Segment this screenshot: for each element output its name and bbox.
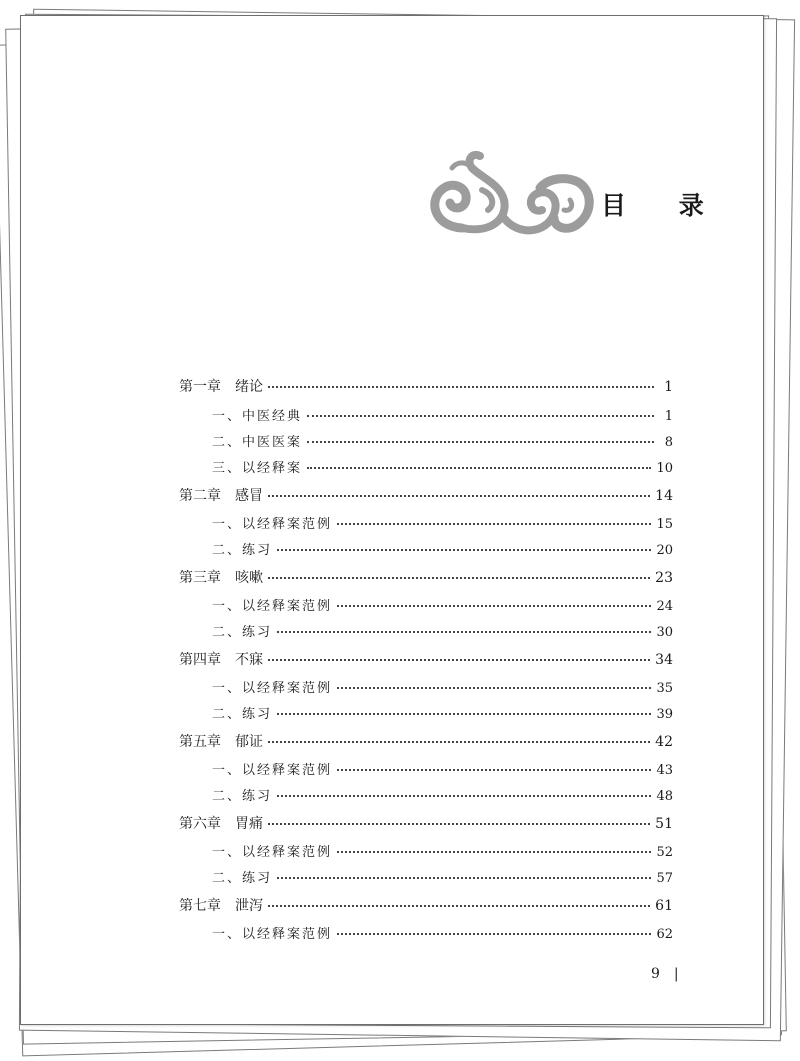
dot-leader (268, 741, 650, 743)
toc-chapter-entry[interactable] (179, 380, 673, 394)
toc-chapter-entry[interactable] (179, 735, 673, 749)
toc-page-number: 30 (656, 625, 673, 640)
dot-leader (337, 851, 651, 853)
toc-chapter-label (179, 653, 263, 667)
toc-section-label: 一、中医经典 (212, 409, 303, 424)
page-title: 目 录 (601, 191, 726, 220)
toc-section-label: 一、以经释案范例 (212, 599, 333, 614)
toc-section-entry[interactable] (179, 436, 673, 449)
toc-section-label: 二、练习 (212, 543, 273, 558)
toc-chapter-title: 胃痛 (235, 816, 263, 832)
toc-section-entry[interactable] (179, 544, 673, 557)
toc-page-number: 23 (655, 570, 673, 586)
toc-page-number: 57 (656, 871, 673, 886)
toc-section-entry[interactable] (179, 600, 673, 613)
toc-section-entry[interactable] (179, 682, 673, 695)
toc-page-number: 61 (655, 898, 673, 914)
page-number-value: 9 (651, 966, 660, 982)
dot-leader (268, 659, 650, 661)
toc-section-label: 一、以经释案范例 (212, 763, 333, 778)
toc-chapter-entry[interactable] (179, 571, 673, 585)
toc-section-entry[interactable] (179, 764, 673, 777)
dot-leader (277, 713, 651, 715)
toc-page-number: 52 (656, 845, 673, 860)
toc-section-entry[interactable] (179, 708, 673, 721)
toc-chapter-number: 第六章 (179, 816, 221, 832)
page-number-separator: | (673, 966, 679, 982)
toc-page-number: 20 (656, 543, 673, 558)
toc-section-label: 一、以经释案范例 (212, 517, 333, 532)
toc-page-number: 24 (656, 599, 673, 614)
toc-section-label: 一、以经释案范例 (212, 927, 333, 942)
dot-leader (277, 631, 651, 633)
dot-leader (337, 605, 651, 607)
toc-section-entry[interactable] (179, 626, 673, 639)
dot-leader (307, 467, 651, 469)
dot-leader (268, 823, 650, 825)
toc-chapter-number: 第二章 (179, 488, 221, 504)
toc-chapter-number: 第四章 (179, 652, 221, 668)
toc-section-label: 二、练习 (212, 871, 273, 886)
toc-page-number: 1 (664, 409, 673, 424)
toc-section-entry[interactable] (179, 410, 673, 423)
toc-chapter-label (179, 817, 263, 831)
toc-page-number: 51 (655, 816, 673, 832)
toc-page-number: 35 (656, 681, 673, 696)
toc-page-number: 1 (664, 379, 673, 395)
toc-section-label: 二、练习 (212, 625, 273, 640)
toc-chapter-label (179, 489, 263, 503)
toc-section-label: 二、中医医案 (212, 435, 303, 450)
toc-chapter-title: 泄泻 (235, 898, 263, 914)
toc-chapter-number: 第一章 (179, 379, 221, 395)
toc-chapter-title: 郁证 (235, 734, 263, 750)
toc-chapter-number: 第五章 (179, 734, 221, 750)
toc-section-entry[interactable] (179, 518, 673, 531)
toc-section-entry[interactable] (179, 846, 673, 859)
dot-leader (337, 523, 651, 525)
toc-chapter-title: 咳嗽 (235, 570, 263, 586)
dot-leader (277, 795, 651, 797)
toc-section-entry[interactable] (179, 928, 673, 941)
dot-leader (337, 933, 651, 935)
toc-section-entry[interactable] (179, 790, 673, 803)
toc-chapter-title: 不寐 (235, 652, 263, 668)
dot-leader (337, 687, 651, 689)
dot-leader (277, 877, 651, 879)
toc-page-number: 43 (656, 763, 673, 778)
page-number (651, 966, 679, 982)
toc-chapter-entry[interactable] (179, 817, 673, 831)
toc-page-number: 34 (655, 652, 673, 668)
dot-leader (268, 495, 650, 497)
toc-chapter-entry[interactable] (179, 653, 673, 667)
toc-page-number: 14 (655, 488, 673, 504)
toc-page-number: 42 (655, 734, 673, 750)
toc-page-number: 8 (664, 435, 673, 450)
dot-leader (268, 386, 654, 388)
toc-page-number: 10 (656, 461, 673, 476)
toc-section-label: 一、以经释案范例 (212, 845, 333, 860)
toc-page-number: 48 (656, 789, 673, 804)
toc-section-label: 二、练习 (212, 707, 273, 722)
dot-leader (307, 415, 654, 417)
dot-leader (268, 905, 650, 907)
toc-chapter-label (179, 380, 263, 394)
toc-chapter-entry[interactable] (179, 899, 673, 913)
toc-chapter-number: 第七章 (179, 898, 221, 914)
toc-page-number: 15 (656, 517, 673, 532)
toc-section-label: 二、练习 (212, 789, 273, 804)
auspicious-cloud-icon (422, 148, 604, 246)
dot-leader (277, 549, 651, 551)
toc-chapter-label (179, 735, 263, 749)
dot-leader (307, 441, 654, 443)
toc-section-entry[interactable] (179, 872, 673, 885)
toc-chapter-title: 感冒 (235, 488, 263, 504)
toc-chapter-number: 第三章 (179, 570, 221, 586)
toc-section-entry[interactable] (179, 462, 673, 475)
dot-leader (268, 577, 650, 579)
toc-section-label: 三、以经释案 (212, 461, 303, 476)
toc-page-number: 62 (656, 927, 673, 942)
toc-chapter-title: 绪论 (235, 379, 263, 395)
toc-page-number: 39 (656, 707, 673, 722)
dot-leader (337, 769, 651, 771)
toc-chapter-entry[interactable] (179, 489, 673, 503)
toc-section-label: 一、以经释案范例 (212, 681, 333, 696)
toc-page (20, 15, 764, 1025)
toc-chapter-label (179, 571, 263, 585)
toc-chapter-label (179, 899, 263, 913)
